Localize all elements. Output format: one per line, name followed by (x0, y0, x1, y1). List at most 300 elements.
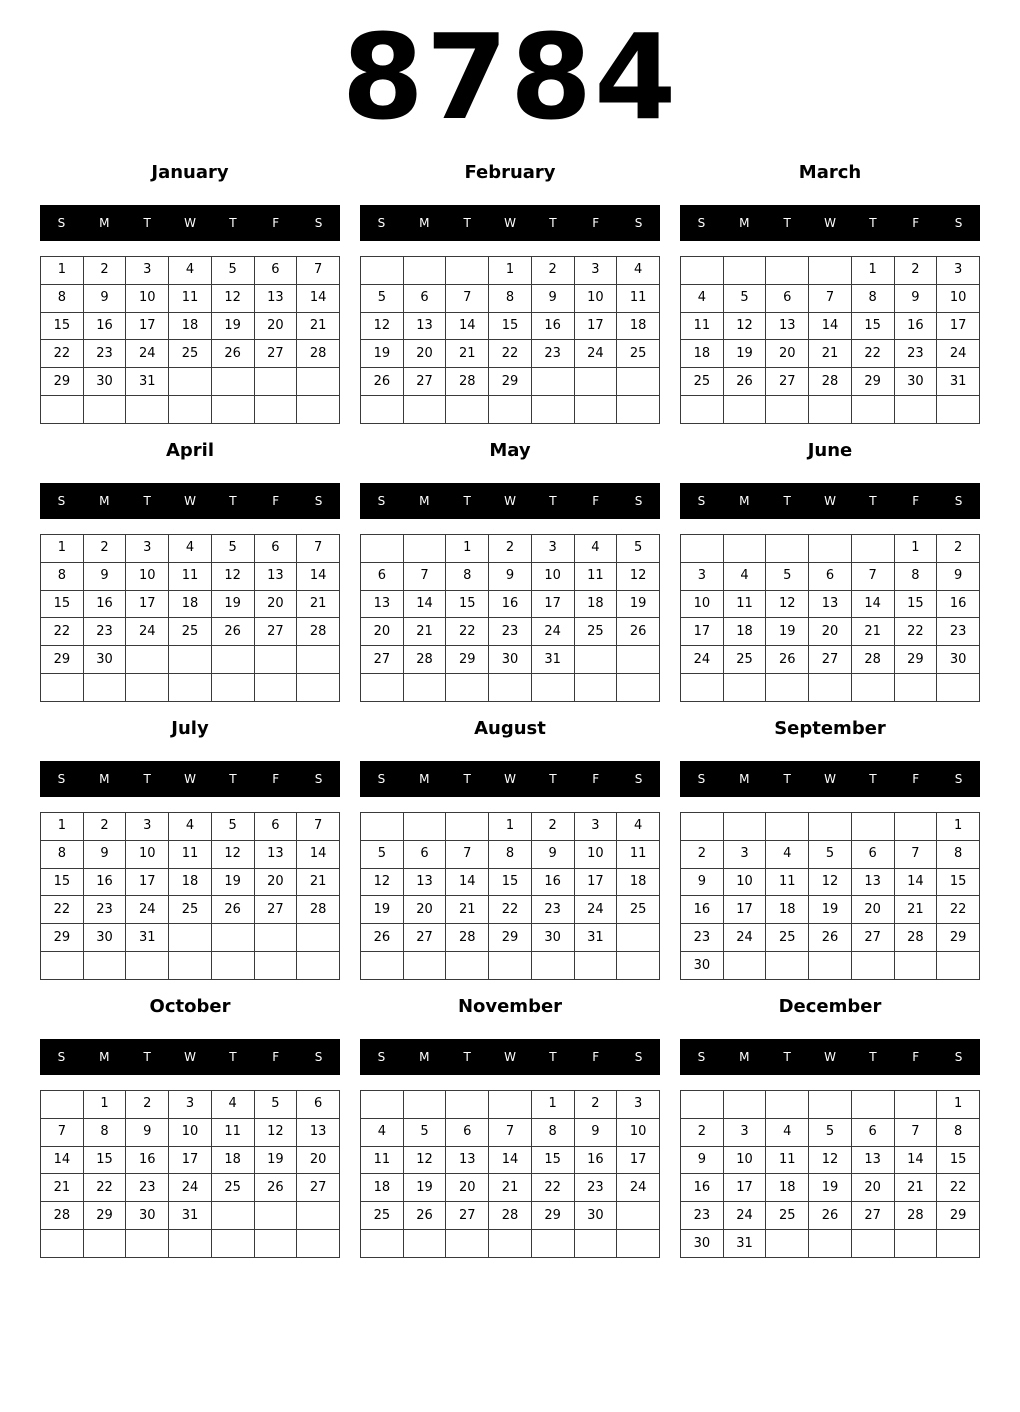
day-cell: 12 (254, 1118, 297, 1146)
week-row (41, 590, 340, 618)
day-cell: 5 (361, 840, 404, 868)
week-row (361, 1202, 660, 1230)
day-cell: 8 (83, 1118, 126, 1146)
day-cell: 15 (937, 1146, 980, 1174)
day-cell: 13 (361, 590, 404, 618)
empty-cell (489, 674, 532, 702)
week-row (361, 840, 660, 868)
empty-cell (766, 257, 809, 285)
empty-cell (723, 674, 766, 702)
empty-cell (723, 535, 766, 563)
day-grid (360, 256, 660, 424)
day-cell: 21 (297, 312, 340, 340)
empty-cell (531, 368, 574, 396)
day-cell: 16 (894, 312, 937, 340)
week-row (681, 952, 980, 980)
empty-cell (681, 1091, 724, 1119)
empty-cell (809, 952, 852, 980)
weekday-label: S (57, 216, 66, 230)
empty-cell (617, 674, 660, 702)
day-cell: 11 (574, 562, 617, 590)
day-cell: 17 (617, 1146, 660, 1174)
day-cell: 25 (361, 1202, 404, 1230)
weekday-header (680, 483, 980, 519)
day-cell: 9 (489, 562, 532, 590)
day-cell: 23 (531, 896, 574, 924)
day-cell: 16 (83, 312, 126, 340)
day-cell: 10 (126, 562, 169, 590)
day-cell: 7 (894, 1118, 937, 1146)
weekday-label: S (954, 494, 963, 508)
weekday-label: S (697, 494, 706, 508)
day-cell: 4 (681, 284, 724, 312)
weekday-label: W (824, 772, 836, 786)
weekday-header (40, 483, 340, 519)
empty-cell (254, 1230, 297, 1258)
day-cell: 25 (574, 618, 617, 646)
weekday-label: W (824, 216, 836, 230)
empty-cell (254, 1202, 297, 1230)
empty-cell (681, 535, 724, 563)
day-cell: 8 (41, 562, 84, 590)
week-row (361, 340, 660, 368)
weekday-label: T (229, 1050, 237, 1064)
week-row (681, 1091, 980, 1119)
weekday-label: F (272, 1050, 280, 1064)
month-name: July (171, 718, 209, 739)
week-row (361, 868, 660, 896)
weekday-label: T (549, 1050, 557, 1064)
day-cell: 20 (851, 1174, 894, 1202)
day-cell: 4 (766, 840, 809, 868)
weekday-label: S (314, 216, 323, 230)
day-cell: 27 (361, 646, 404, 674)
day-cell: 29 (489, 924, 532, 952)
week-row (41, 674, 340, 702)
empty-cell (169, 674, 212, 702)
empty-cell (211, 674, 254, 702)
empty-cell (723, 1091, 766, 1119)
day-cell: 26 (254, 1174, 297, 1202)
weekday-label: W (824, 494, 836, 508)
weekday-label: T (463, 772, 471, 786)
day-cell: 29 (41, 368, 84, 396)
weekday-label: F (272, 772, 280, 786)
empty-cell (297, 952, 340, 980)
day-cell: 3 (723, 840, 766, 868)
day-cell: 22 (41, 896, 84, 924)
day-cell: 26 (809, 1202, 852, 1230)
weekday-label: S (57, 494, 66, 508)
weekday-label: T (783, 216, 791, 230)
day-cell: 17 (723, 896, 766, 924)
day-cell: 10 (169, 1118, 212, 1146)
empty-cell (403, 813, 446, 841)
day-cell: 2 (126, 1091, 169, 1119)
empty-cell (126, 646, 169, 674)
week-row (41, 1174, 340, 1202)
day-cell: 5 (211, 535, 254, 563)
day-cell: 14 (297, 840, 340, 868)
empty-cell (851, 396, 894, 424)
day-cell: 15 (851, 312, 894, 340)
day-cell: 6 (254, 535, 297, 563)
week-row (681, 840, 980, 868)
day-cell: 9 (83, 840, 126, 868)
empty-cell (403, 396, 446, 424)
day-cell: 18 (361, 1174, 404, 1202)
day-cell: 20 (297, 1146, 340, 1174)
empty-cell (403, 674, 446, 702)
day-cell: 27 (297, 1174, 340, 1202)
day-cell: 26 (766, 646, 809, 674)
day-cell: 21 (297, 590, 340, 618)
day-cell: 10 (126, 284, 169, 312)
day-cell: 13 (851, 868, 894, 896)
day-cell: 22 (937, 1174, 980, 1202)
day-grid (40, 1090, 340, 1258)
empty-cell (937, 396, 980, 424)
weekday-label: W (504, 1050, 516, 1064)
month-name: October (149, 996, 231, 1017)
week-row (361, 1174, 660, 1202)
day-cell: 19 (361, 340, 404, 368)
day-cell: 25 (169, 618, 212, 646)
week-row (41, 1118, 340, 1146)
week-row (681, 1230, 980, 1258)
day-cell: 6 (297, 1091, 340, 1119)
day-cell: 29 (937, 924, 980, 952)
day-cell: 1 (41, 535, 84, 563)
weekday-label: T (463, 494, 471, 508)
empty-cell (574, 646, 617, 674)
empty-cell (531, 1230, 574, 1258)
empty-cell (297, 1230, 340, 1258)
weekday-label: M (99, 772, 110, 786)
empty-cell (169, 396, 212, 424)
day-cell: 23 (126, 1174, 169, 1202)
day-cell: 18 (574, 590, 617, 618)
month-name: April (165, 440, 215, 461)
day-cell: 18 (169, 312, 212, 340)
week-row (361, 1230, 660, 1258)
day-cell: 8 (489, 840, 532, 868)
weekday-label: T (783, 494, 791, 508)
day-cell: 3 (169, 1091, 212, 1119)
weekday-label: W (824, 1050, 836, 1064)
day-cell: 23 (681, 1202, 724, 1230)
day-cell: 5 (211, 257, 254, 285)
week-row (41, 284, 340, 312)
day-cell: 23 (489, 618, 532, 646)
day-grid (360, 534, 660, 702)
day-cell: 14 (851, 590, 894, 618)
day-cell: 13 (297, 1118, 340, 1146)
day-cell: 15 (489, 312, 532, 340)
day-cell: 7 (297, 257, 340, 285)
day-cell: 29 (489, 368, 532, 396)
weekday-header (40, 205, 340, 241)
empty-cell (531, 396, 574, 424)
weekday-label: T (869, 772, 877, 786)
weekday-label: W (184, 494, 196, 508)
day-cell: 24 (723, 924, 766, 952)
day-cell: 19 (403, 1174, 446, 1202)
day-cell: 4 (361, 1118, 404, 1146)
week-row (361, 562, 660, 590)
day-cell: 11 (681, 312, 724, 340)
empty-cell (211, 368, 254, 396)
day-cell: 28 (41, 1202, 84, 1230)
day-cell: 17 (681, 618, 724, 646)
empty-cell (211, 646, 254, 674)
day-cell: 28 (851, 646, 894, 674)
day-cell: 20 (254, 312, 297, 340)
day-cell: 7 (489, 1118, 532, 1146)
day-cell: 21 (446, 896, 489, 924)
empty-cell (297, 646, 340, 674)
day-cell: 6 (403, 840, 446, 868)
day-cell: 15 (531, 1146, 574, 1174)
day-cell: 30 (531, 924, 574, 952)
empty-cell (361, 1091, 404, 1119)
day-cell: 18 (681, 340, 724, 368)
day-cell: 1 (531, 1091, 574, 1119)
day-cell: 12 (809, 1146, 852, 1174)
day-cell: 28 (297, 340, 340, 368)
day-cell: 4 (169, 813, 212, 841)
month-name: January (151, 162, 229, 183)
day-cell: 29 (894, 646, 937, 674)
weekday-label: T (549, 772, 557, 786)
empty-cell (617, 952, 660, 980)
day-cell: 28 (297, 896, 340, 924)
day-cell: 18 (766, 896, 809, 924)
weekday-label: F (912, 216, 920, 230)
day-cell: 5 (361, 284, 404, 312)
day-cell: 29 (446, 646, 489, 674)
day-cell: 29 (41, 646, 84, 674)
day-cell: 24 (126, 340, 169, 368)
day-cell: 30 (126, 1202, 169, 1230)
day-cell: 16 (531, 868, 574, 896)
weekday-header (360, 1039, 660, 1075)
day-cell: 12 (403, 1146, 446, 1174)
empty-cell (169, 924, 212, 952)
day-cell: 9 (83, 284, 126, 312)
week-row (681, 1174, 980, 1202)
day-grid (680, 812, 980, 980)
empty-cell (361, 813, 404, 841)
month-name: March (798, 162, 862, 183)
day-cell: 2 (531, 257, 574, 285)
weekday-label: S (57, 772, 66, 786)
day-cell: 3 (574, 813, 617, 841)
weekday-label: M (739, 494, 750, 508)
empty-cell (809, 674, 852, 702)
day-cell: 21 (297, 868, 340, 896)
day-cell: 29 (531, 1202, 574, 1230)
day-grid (680, 256, 980, 424)
weekday-label: F (592, 1050, 600, 1064)
empty-cell (254, 368, 297, 396)
empty-cell (894, 674, 937, 702)
day-cell: 2 (489, 535, 532, 563)
weekday-label: M (419, 1050, 430, 1064)
day-cell: 8 (937, 840, 980, 868)
day-cell: 7 (809, 284, 852, 312)
day-grid (680, 1090, 980, 1258)
empty-cell (531, 952, 574, 980)
day-cell: 28 (489, 1202, 532, 1230)
empty-cell (254, 646, 297, 674)
empty-cell (894, 1230, 937, 1258)
empty-cell (617, 396, 660, 424)
week-row (681, 1202, 980, 1230)
day-cell: 16 (681, 1174, 724, 1202)
day-cell: 8 (531, 1118, 574, 1146)
weekday-label: S (697, 772, 706, 786)
week-row (41, 868, 340, 896)
month-name: May (489, 440, 531, 461)
day-cell: 30 (83, 646, 126, 674)
day-cell: 22 (489, 896, 532, 924)
weekday-label: M (99, 216, 110, 230)
day-cell: 28 (894, 924, 937, 952)
empty-cell (126, 674, 169, 702)
day-cell: 20 (361, 618, 404, 646)
week-row (681, 674, 980, 702)
day-cell: 19 (211, 590, 254, 618)
day-cell: 31 (126, 368, 169, 396)
day-cell: 27 (254, 618, 297, 646)
empty-cell (254, 924, 297, 952)
weekday-label: F (912, 772, 920, 786)
day-cell: 6 (403, 284, 446, 312)
week-row (41, 257, 340, 285)
day-cell: 7 (851, 562, 894, 590)
day-cell: 13 (403, 868, 446, 896)
empty-cell (169, 1230, 212, 1258)
day-cell: 5 (254, 1091, 297, 1119)
empty-cell (83, 396, 126, 424)
day-grid (40, 534, 340, 702)
empty-cell (723, 952, 766, 980)
day-grid (40, 812, 340, 980)
day-cell: 10 (574, 840, 617, 868)
month-name: August (474, 718, 546, 739)
day-cell: 14 (297, 562, 340, 590)
day-cell: 11 (211, 1118, 254, 1146)
empty-cell (83, 1230, 126, 1258)
empty-cell (937, 952, 980, 980)
day-cell: 8 (851, 284, 894, 312)
weekday-label: T (229, 494, 237, 508)
week-row (681, 257, 980, 285)
day-cell: 1 (489, 257, 532, 285)
day-cell: 11 (723, 590, 766, 618)
day-cell: 24 (126, 618, 169, 646)
empty-cell (574, 1230, 617, 1258)
weekday-label: S (377, 216, 386, 230)
empty-cell (617, 1202, 660, 1230)
week-row (681, 646, 980, 674)
day-cell: 20 (446, 1174, 489, 1202)
weekday-label: M (739, 1050, 750, 1064)
day-cell: 4 (169, 257, 212, 285)
day-cell: 30 (83, 924, 126, 952)
day-cell: 13 (254, 284, 297, 312)
day-cell: 11 (617, 840, 660, 868)
week-row (361, 368, 660, 396)
day-cell: 9 (574, 1118, 617, 1146)
day-cell: 13 (254, 562, 297, 590)
weekday-label: S (314, 1050, 323, 1064)
day-cell: 26 (211, 340, 254, 368)
week-row (361, 674, 660, 702)
day-cell: 22 (41, 618, 84, 646)
day-cell: 2 (83, 813, 126, 841)
day-cell: 24 (681, 646, 724, 674)
day-cell: 8 (446, 562, 489, 590)
week-row (361, 284, 660, 312)
day-cell: 17 (126, 868, 169, 896)
empty-cell (894, 952, 937, 980)
day-cell: 21 (809, 340, 852, 368)
week-row (681, 1118, 980, 1146)
day-cell: 3 (126, 535, 169, 563)
day-cell: 12 (211, 284, 254, 312)
day-cell: 26 (617, 618, 660, 646)
day-cell: 25 (766, 924, 809, 952)
day-cell: 2 (574, 1091, 617, 1119)
empty-cell (681, 813, 724, 841)
empty-cell (403, 535, 446, 563)
day-cell: 6 (851, 1118, 894, 1146)
day-cell: 1 (937, 1091, 980, 1119)
weekday-label: T (229, 216, 237, 230)
week-row (41, 1202, 340, 1230)
empty-cell (446, 257, 489, 285)
empty-cell (574, 952, 617, 980)
empty-cell (446, 1091, 489, 1119)
week-row (41, 1146, 340, 1174)
day-cell: 17 (723, 1174, 766, 1202)
day-cell: 22 (937, 896, 980, 924)
empty-cell (809, 257, 852, 285)
empty-cell (361, 535, 404, 563)
day-cell: 27 (809, 646, 852, 674)
empty-cell (489, 1091, 532, 1119)
day-cell: 16 (126, 1146, 169, 1174)
day-cell: 17 (531, 590, 574, 618)
week-row (681, 284, 980, 312)
day-cell: 2 (894, 257, 937, 285)
day-cell: 28 (894, 1202, 937, 1230)
day-cell: 12 (211, 562, 254, 590)
week-row (361, 396, 660, 424)
day-cell: 28 (446, 924, 489, 952)
empty-cell (766, 535, 809, 563)
day-cell: 24 (126, 896, 169, 924)
day-cell: 3 (574, 257, 617, 285)
day-cell: 14 (297, 284, 340, 312)
day-cell: 18 (723, 618, 766, 646)
day-cell: 18 (617, 312, 660, 340)
day-cell: 1 (489, 813, 532, 841)
month-name: December (778, 996, 882, 1017)
day-cell: 30 (83, 368, 126, 396)
